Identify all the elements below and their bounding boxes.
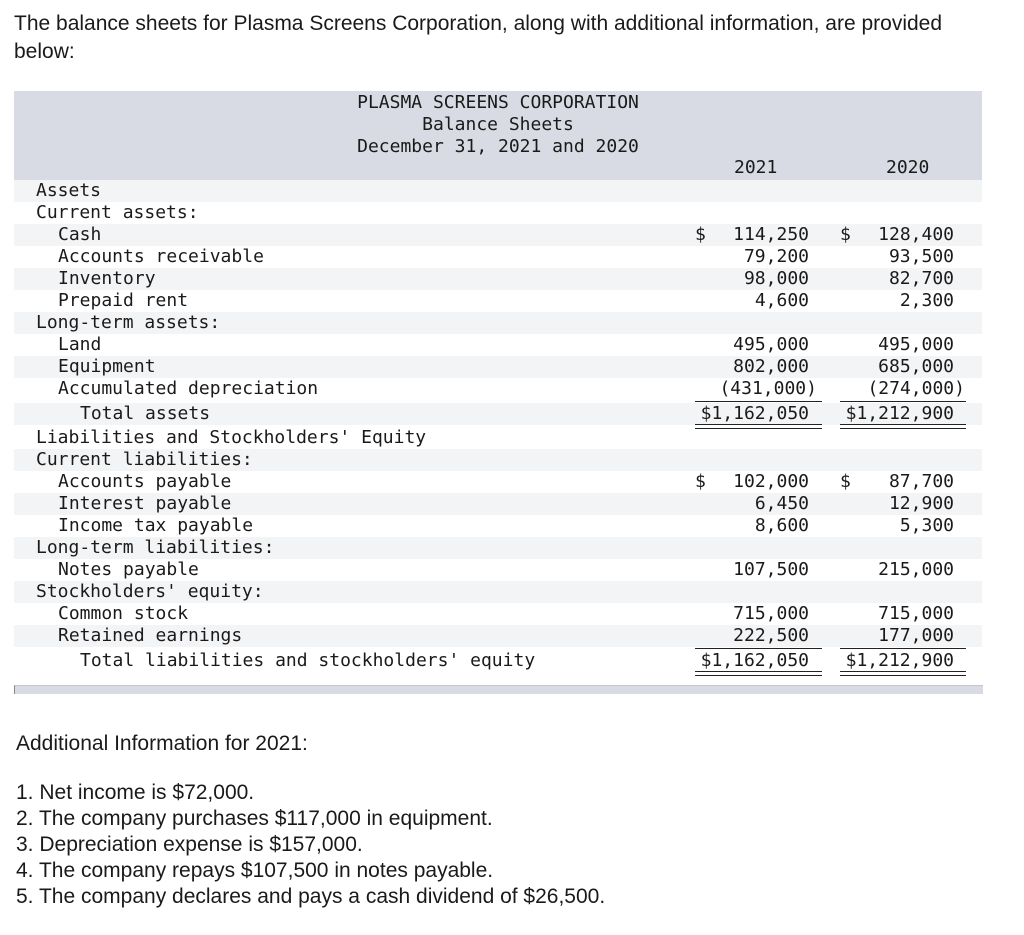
- list-item: 5. The company declares and pays a cash dividend of $26,500.: [16, 885, 606, 908]
- table-row: [14, 559, 982, 581]
- table-row: [14, 493, 982, 515]
- row-label: Equipment: [58, 356, 156, 377]
- balance-sheet-table: [14, 91, 982, 694]
- row-label: Accounts payable: [58, 471, 232, 492]
- table-row: [14, 202, 982, 224]
- table-row: [14, 180, 982, 202]
- table-row: [14, 427, 982, 449]
- dollar-sign: $: [840, 471, 851, 492]
- row-label: Income tax payable: [58, 515, 254, 536]
- value-2021: 715,000: [733, 603, 809, 624]
- row-label: Long-term assets:: [36, 312, 221, 333]
- table-row: [14, 378, 982, 400]
- row-label: Notes payable: [58, 559, 199, 580]
- row-label: Inventory: [58, 268, 156, 289]
- total-double-rule: [695, 671, 822, 676]
- value-2021: $1,162,050: [700, 403, 809, 424]
- value-2021: 114,250: [733, 224, 809, 245]
- row-label: Assets: [36, 180, 102, 201]
- value-2020: 2,300: [899, 290, 954, 311]
- year-2021-header: 2021: [734, 157, 778, 178]
- company-name: PLASMA SCREENS CORPORATION: [357, 92, 639, 113]
- row-label: Total assets: [80, 403, 211, 424]
- table-row: [14, 537, 982, 559]
- statement-title: Balance Sheets: [422, 114, 574, 135]
- value-2020: $1,212,900: [845, 403, 954, 424]
- value-2020: 5,300: [899, 515, 954, 536]
- value-2020: 495,000: [878, 334, 954, 355]
- value-2020: 177,000: [878, 625, 954, 646]
- table-row: [14, 290, 982, 312]
- table-row: [14, 515, 982, 537]
- value-2020: 685,000: [878, 356, 954, 377]
- value-2021: 8,600: [754, 515, 809, 536]
- value-2021: 4,600: [754, 290, 809, 311]
- value-2021: 222,500: [733, 625, 809, 646]
- table-row: [14, 625, 982, 647]
- table-row: [14, 356, 982, 378]
- row-label: Retained earnings: [58, 625, 243, 646]
- subtotal-rule: [840, 648, 966, 649]
- row-label: Stockholders' equity:: [36, 581, 264, 602]
- value-2020: 215,000: [878, 559, 954, 580]
- table-row: [14, 246, 982, 268]
- value-2021: (431,000): [719, 378, 817, 399]
- value-2020: 12,900: [888, 493, 954, 514]
- value-2020: 128,400: [878, 224, 954, 245]
- value-2021: 6,450: [754, 493, 809, 514]
- statement-date: December 31, 2021 and 2020: [357, 136, 639, 157]
- value-2021: 102,000: [733, 471, 809, 492]
- row-label: Current assets:: [36, 202, 199, 223]
- additional-info-title: Additional Information for 2021:: [16, 732, 308, 755]
- list-item: 2. The company purchases $117,000 in equipment.: [16, 807, 493, 830]
- value-2021: 79,200: [743, 246, 809, 267]
- table-row: [14, 403, 982, 425]
- value-2021: $1,162,050: [700, 650, 809, 671]
- row-label: Accumulated depreciation: [58, 378, 319, 399]
- row-label: Common stock: [58, 603, 189, 624]
- year-2020-header: 2020: [886, 157, 930, 178]
- value-2020: 82,700: [888, 268, 954, 289]
- value-2021: 107,500: [733, 559, 809, 580]
- row-label: Land: [58, 334, 102, 355]
- table-header: [14, 91, 982, 180]
- value-2020: $1,212,900: [845, 650, 954, 671]
- row-label: Long-term liabilities:: [36, 537, 275, 558]
- table-row: [14, 268, 982, 290]
- intro-text: The balance sheets for Plasma Screens Corporation, along with additional information, are provided below:: [14, 12, 943, 63]
- total-double-rule: [840, 671, 966, 676]
- table-row: [14, 650, 982, 672]
- row-label: Accounts receivable: [58, 246, 264, 267]
- subtotal-rule: [840, 401, 966, 402]
- row-label: Total liabilities and stockholders' equity: [80, 650, 536, 671]
- table-row: [14, 581, 982, 603]
- value-2021: 495,000: [733, 334, 809, 355]
- subtotal-rule: [695, 401, 822, 402]
- table-row: [14, 334, 982, 356]
- table-row: [14, 312, 982, 334]
- row-label: Cash: [58, 224, 102, 245]
- row-label: Current liabilities:: [36, 449, 253, 470]
- table-row: [14, 471, 982, 493]
- dollar-sign: $: [840, 224, 851, 245]
- value-2020: 87,700: [888, 471, 954, 492]
- value-2020: 93,500: [888, 246, 954, 267]
- dollar-sign: $: [695, 471, 706, 492]
- table-row: [14, 449, 982, 471]
- dollar-sign: $: [695, 224, 706, 245]
- table-row: [14, 224, 982, 246]
- list-item: 3. Depreciation expense is $157,000.: [16, 833, 363, 856]
- value-2021: 98,000: [743, 268, 809, 289]
- subtotal-rule: [695, 648, 822, 649]
- value-2020: 715,000: [878, 603, 954, 624]
- table-footer-bar: [14, 685, 983, 694]
- additional-info-list: [16, 780, 605, 910]
- table-row: [14, 603, 982, 625]
- value-2021: 802,000: [733, 356, 809, 377]
- row-label: Prepaid rent: [58, 290, 189, 311]
- list-item: 4. The company repays $107,500 in notes payable.: [16, 859, 494, 882]
- row-label: Interest payable: [58, 493, 232, 514]
- value-2020: (274,000): [867, 378, 965, 399]
- row-label: Liabilities and Stockholders' Equity: [36, 427, 427, 448]
- list-item: 1. Net income is $72,000.: [16, 781, 255, 804]
